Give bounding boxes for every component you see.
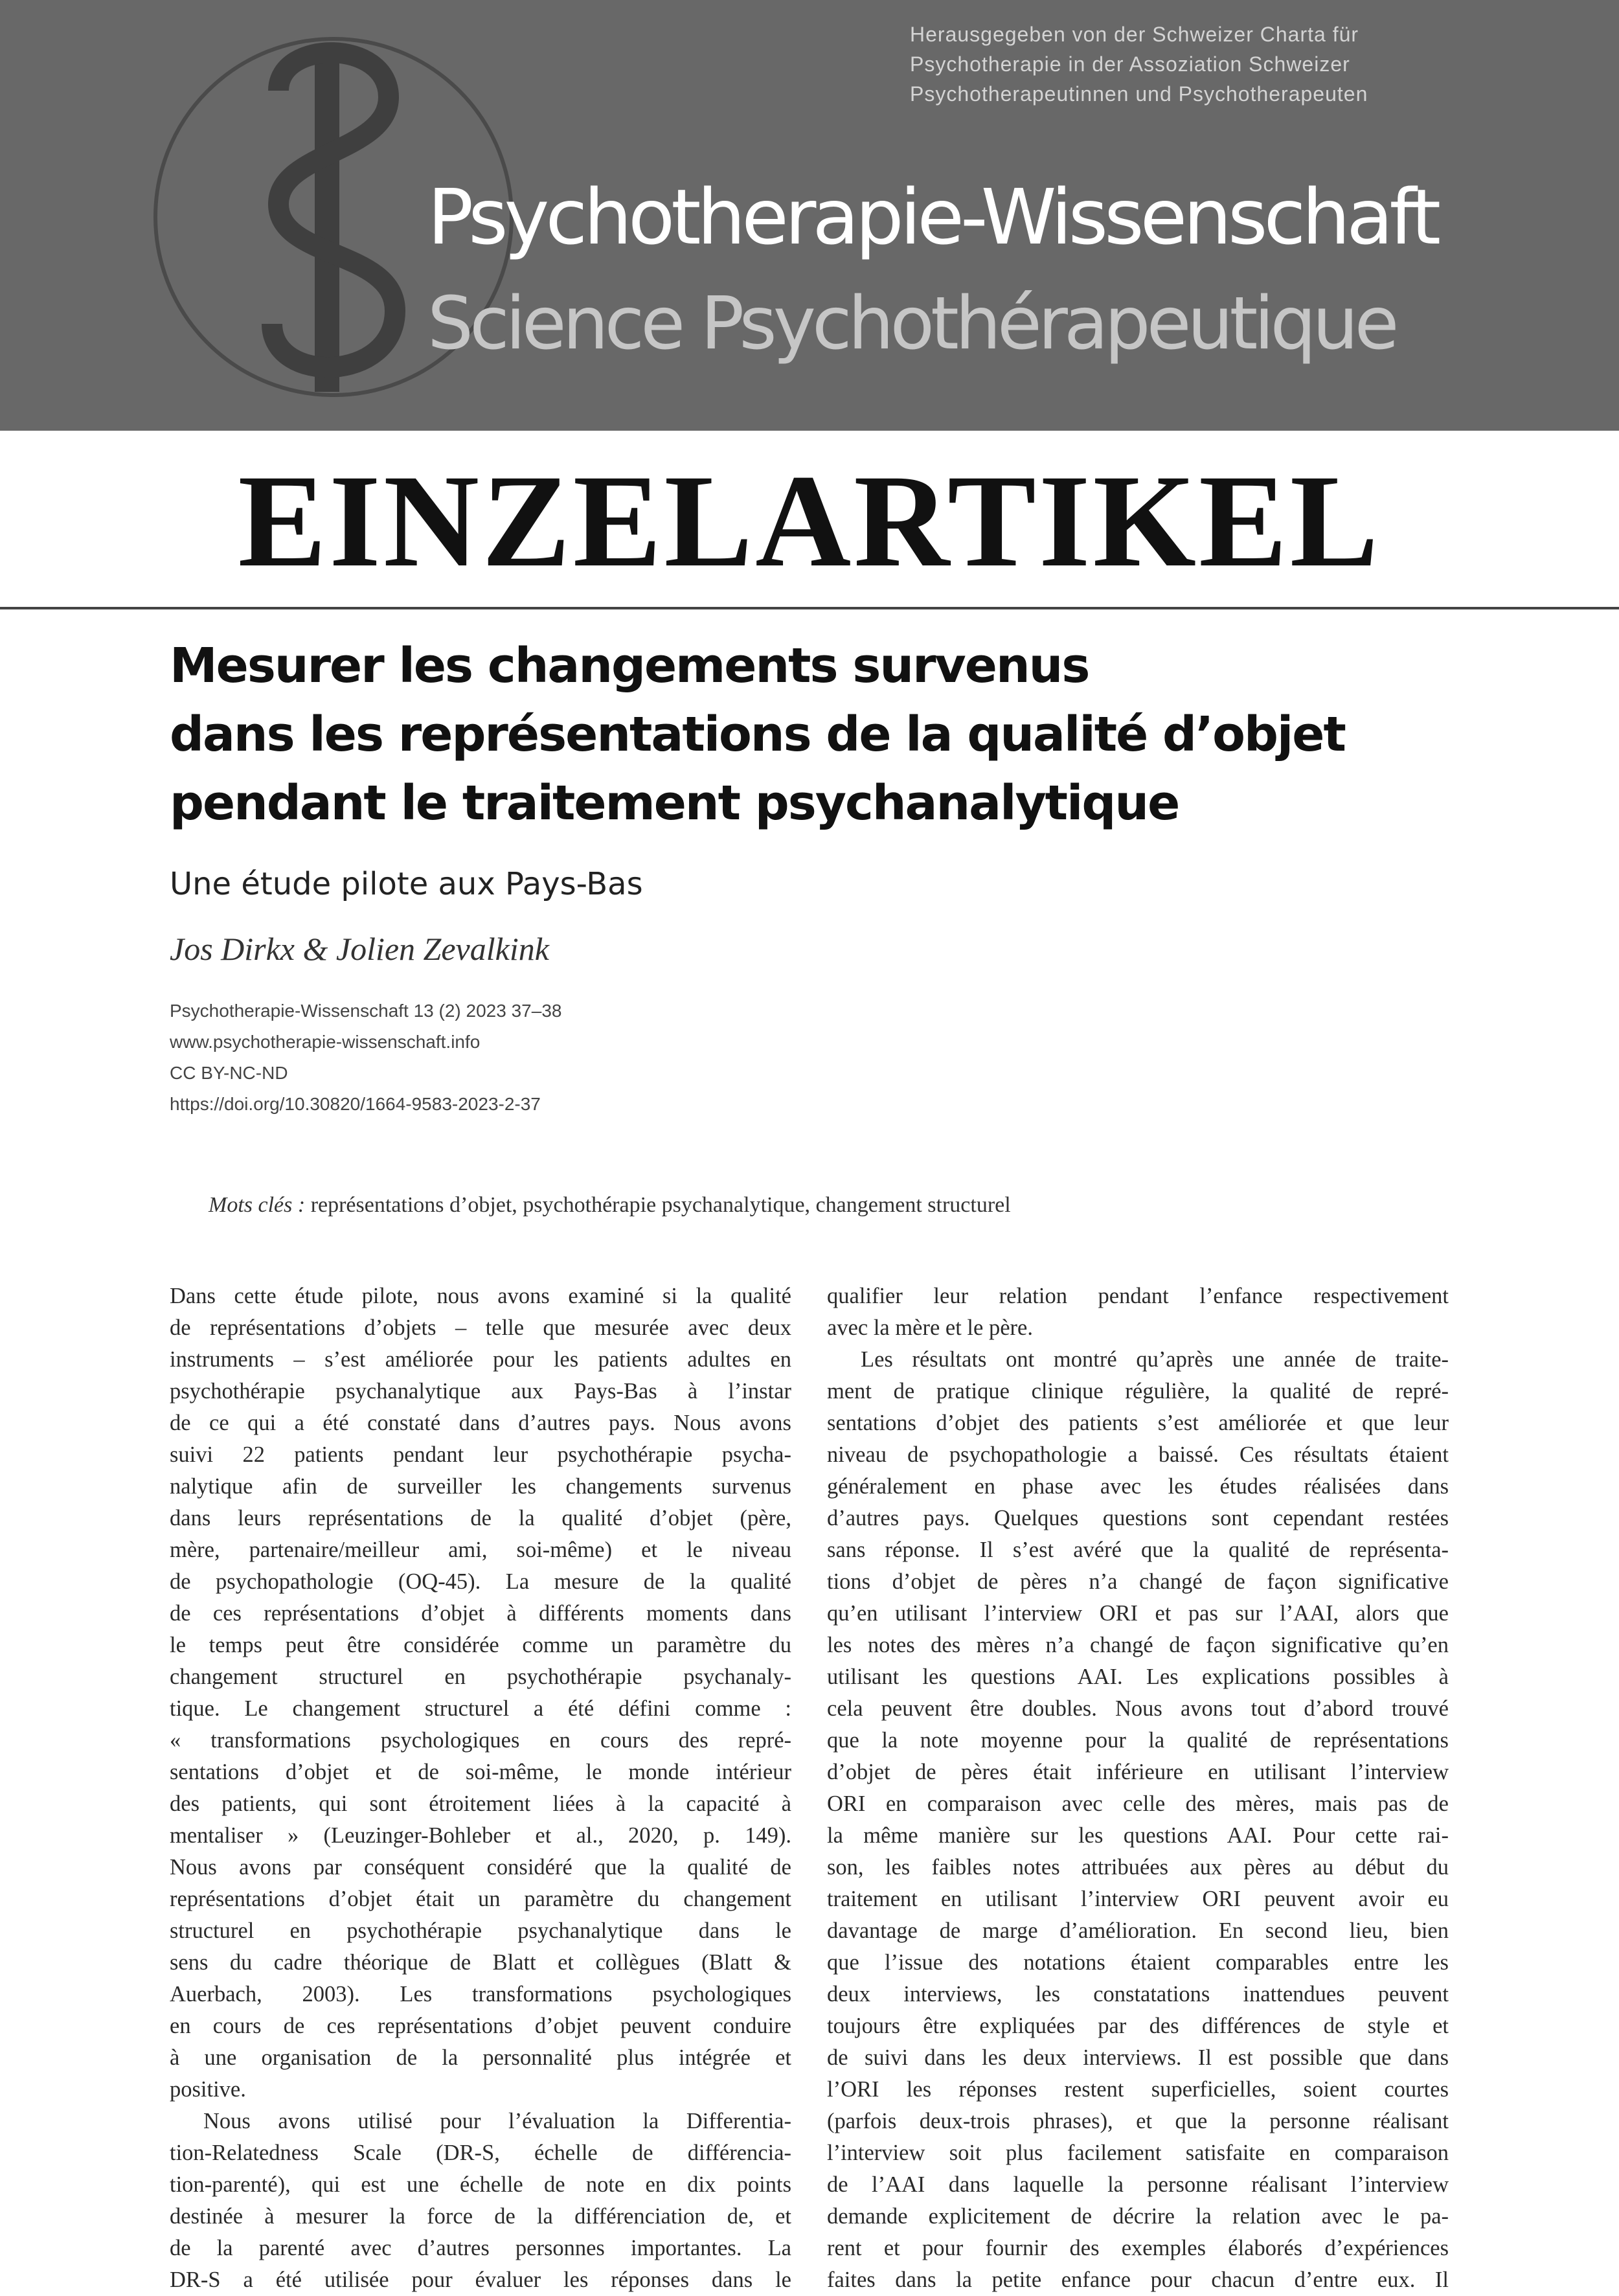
body-text-line: la même manière sur les questions AAI. Pour cette rai- [827, 1823, 1449, 1848]
body-text-line: son, les faibles notes attribuées aux pères au début du [827, 1855, 1449, 1880]
publisher-line: Psychotherapeutinnen und Psychotherapeuten [910, 82, 1368, 106]
citation-info [170, 995, 561, 1120]
body-text-line: que la note moyenne pour la qualité de représentations [827, 1728, 1449, 1753]
body-text-line: suivi 22 patients pendant leur psychothérapie psycha- [170, 1442, 791, 1467]
journal-title-de: Psychotherapie-Wissenschaft [427, 172, 1438, 262]
body-text-line: Les résultats ont montré qu’après une année de traite- [861, 1347, 1449, 1372]
body-text-line: qu’en utilisant l’interview ORI et pas sur l’AAI, alors que [827, 1601, 1449, 1626]
body-text-line: d’objet de pères était inférieure en utilisant l’interview [827, 1760, 1449, 1784]
body-text-line: toujours être expliquées par des différences de style et [827, 2014, 1449, 2038]
body-text-line: sens du cadre théorique de Blatt et collègues (Blatt & [170, 1950, 791, 1975]
body-text-line: sentations d’objet des patients s’est améliorée et que leur [827, 1411, 1449, 1435]
body-text-line: davantage de marge d’amélioration. En second lieu, bien [827, 1918, 1449, 1943]
body-text-line: le temps peut être considérée comme un paramètre du [170, 1633, 791, 1657]
body-text-line: rent et pour fournir des exemples élaborés d’expériences [827, 2236, 1449, 2260]
body-text-line: de suivi dans les deux interviews. Il est possible que dans [827, 2045, 1449, 2070]
body-text-line: Dans cette étude pilote, nous avons examiné si la qualité [170, 1284, 791, 1308]
body-text-line: niveau de psychopathologie a baissé. Ces résultats étaient [827, 1442, 1449, 1467]
keywords-text: représentations d’objet, psychothérapie psychanalytique, changement structurel [310, 1193, 1011, 1217]
article-title-line: pendant le traitement psychanalytique [170, 775, 1179, 831]
body-text-line: tion-Relatedness Scale (DR-S, échelle de différencia- [170, 2141, 791, 2165]
body-text-line: de la parenté avec d’autres personnes importantes. La [170, 2236, 791, 2260]
body-text-line: mère, partenaire/meilleur ami, soi-même) et le niveau [170, 1538, 791, 1562]
body-text-line: représentations d’objet était un paramètre du changement [170, 1887, 791, 1911]
keywords [209, 1189, 1011, 1222]
body-text-line: de psychopathologie (OQ-45). La mesure de la qualité [170, 1569, 791, 1594]
body-text-line: mentaliser » (Leuzinger-Bohleber et al., 2020, p. 149). [170, 1823, 791, 1848]
body-text-line: tions d’objet de pères n’a changé de façon significative [827, 1569, 1449, 1594]
body-text-line: tique. Le changement structurel a été défini comme : [170, 1696, 791, 1721]
einzelartikel-banner: EINZELARTIKEL [238, 448, 1381, 595]
keywords-label: Mots clés : [209, 1193, 306, 1217]
body-text-line: de ce qui a été constaté dans d’autres pays. Nous avons [170, 1411, 791, 1435]
body-text-line: Nous avons par conséquent considéré que la qualité de [170, 1855, 791, 1880]
body-text-line: destinée à mesurer la force de la différenciation de, et [170, 2204, 791, 2229]
body-text-line: les notes des mères n’a changé de façon significative qu’en [827, 1633, 1449, 1657]
body-text-line: psychothérapie psychanalytique aux Pays-Bas à l’instar [170, 1379, 791, 1404]
body-text-line: des patients, qui sont étroitement liées à la capacité à [170, 1791, 791, 1816]
body-text-line: qualifier leur relation pendant l’enfance respectivement [827, 1284, 1449, 1308]
body-text-line: ORI en comparaison avec celle des mères, mais pas de [827, 1791, 1449, 1816]
publisher-info [910, 19, 1596, 109]
body-text-line: demande explicitement de décrire la relation avec le pa- [827, 2204, 1449, 2229]
body-text-line: de représentations d’objets – telle que mesurée avec deux [170, 1315, 791, 1340]
body-text-line: nalytique afin de surveiller les changements survenus [170, 1474, 791, 1499]
body-text-line: (parfois deux-trois phrases), et que la personne réalisant [827, 2109, 1449, 2133]
body-text-line: d’autres pays. Quelques questions sont cependant restées [827, 1506, 1449, 1530]
body-text-line: DR-S a été utilisée pour évaluer les réponses dans le [170, 2268, 791, 2292]
divider [0, 607, 1619, 609]
body-text-line: l’interview soit plus facilement satisfaite en comparaison [827, 2141, 1449, 2165]
article-title-line: Mesurer les changements survenus [170, 638, 1089, 694]
journal-header [0, 0, 1619, 431]
body-text-line: deux interviews, les constatations inattendues peuvent [827, 1982, 1449, 2006]
body-text-line: Auerbach, 2003). Les transformations psychologiques [170, 1982, 791, 2006]
body-text-line: instruments – s’est améliorée pour les patients adultes en [170, 1347, 791, 1372]
body-text-line: l’ORI les réponses restent superficielles, soient courtes [827, 2077, 1449, 2102]
body-text-line: changement structurel en psychothérapie psychanaly- [170, 1665, 791, 1689]
body-text-line: dans leurs représentations de la qualité d’objet (père, [170, 1506, 791, 1530]
body-text-line: Nous avons utilisé pour l’évaluation la Differentia- [203, 2109, 791, 2133]
body-text-line: de ces représentations d’objet à différents moments dans [170, 1601, 791, 1626]
article-subtitle: Une étude pilote aux Pays-Bas [170, 866, 643, 902]
body-text-line: cela peuvent être doubles. Nous avons tout d’abord trouvé [827, 1696, 1449, 1721]
body-text-line: avec la mère et le père. [827, 1315, 1033, 1340]
body-text-line: tion-parenté), qui est une échelle de note en dix points [170, 2172, 791, 2197]
body-text-line: à une organisation de la personnalité plus intégrée et [170, 2045, 791, 2070]
article-title [170, 631, 1594, 837]
article-title-line: dans les représentations de la qualité d’objet [170, 707, 1345, 762]
body-column-right [827, 1280, 1449, 2296]
body-text-line: de l’AAI dans laquelle la personne réalisant l’interview [827, 2172, 1449, 2197]
body-text-line: que l’issue des notations étaient comparables entre les [827, 1950, 1449, 1975]
doi-link[interactable]: https://doi.org/10.30820/1664-9583-2023-2-37 [170, 1094, 541, 1114]
body-text-line: structurel en psychothérapie psychanalytique dans le [170, 1918, 791, 1943]
body-text-line: sans réponse. Il s’est avéré que la qualité de représenta- [827, 1538, 1449, 1562]
body-text-line: faites dans la petite enfance pour chacun d’entre eux. Il [827, 2268, 1449, 2292]
article-authors: Jos Dirkx & Jolien Zevalkink [170, 931, 549, 967]
body-text-line: généralement en phase avec les études réalisées dans [827, 1474, 1449, 1499]
publisher-line: Psychotherapie in der Assoziation Schweizer [910, 52, 1350, 76]
citation-line: Psychotherapie-Wissenschaft 13 (2) 2023 37–38 [170, 1001, 562, 1021]
body-text-line: positive. [170, 2077, 246, 2102]
journal-title-fr: Science Psychothérapeutique [427, 282, 1396, 366]
website-link[interactable]: www.psychotherapie-wissenschaft.info [170, 1032, 481, 1052]
body-text-line: traitement en utilisant l’interview ORI peuvent avoir eu [827, 1887, 1449, 1911]
body-column-left [170, 1280, 791, 2296]
license-line: CC BY-NC-ND [170, 1063, 288, 1083]
publisher-line: Herausgegeben von der Schweizer Charta für [910, 23, 1359, 46]
body-text-line: en cours de ces représentations d’objet peuvent conduire [170, 2014, 791, 2038]
body-text-line: sentations d’objet et de soi-même, le monde intérieur [170, 1760, 791, 1784]
body-text-line: utilisant les questions AAI. Les explications possibles à [827, 1665, 1449, 1689]
body-text-line: « transformations psychologiques en cours des repré- [170, 1728, 791, 1753]
body-text-line: ment de pratique clinique régulière, la qualité de repré- [827, 1379, 1449, 1404]
